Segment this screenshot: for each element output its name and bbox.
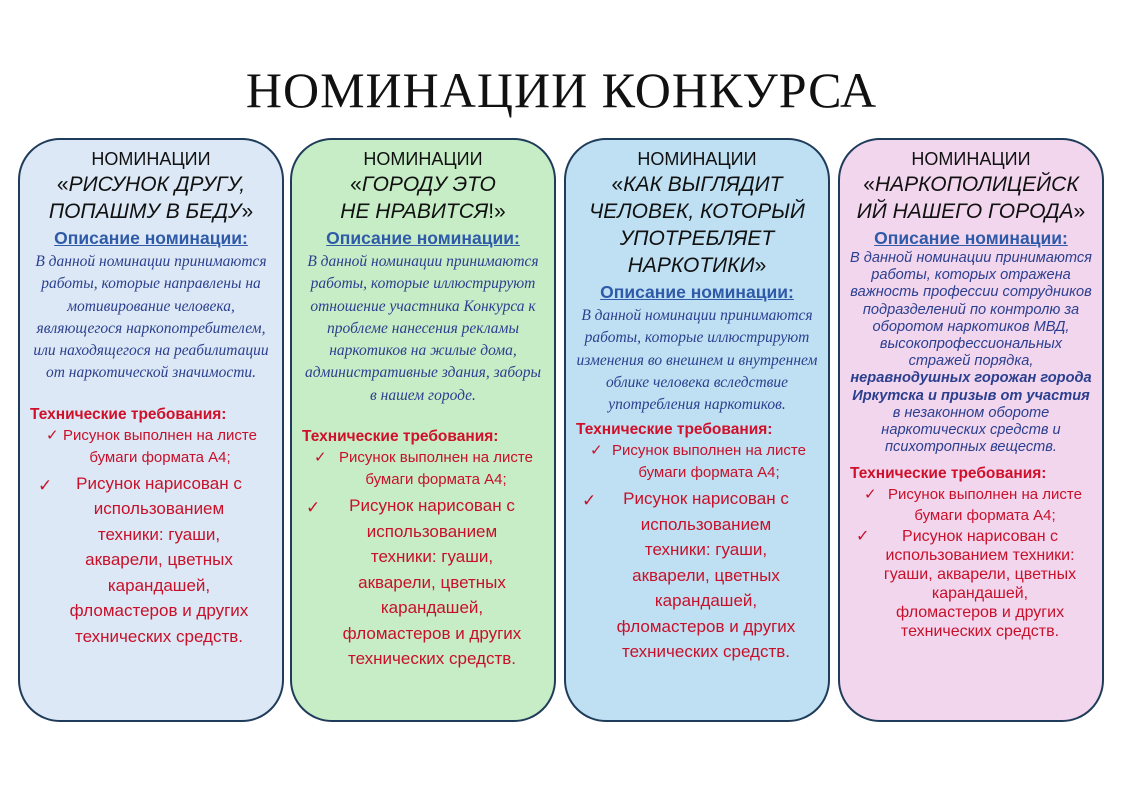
nomination-header: НОМИНАЦИИ [911, 149, 1031, 169]
checkmark-icon: ✓ [582, 491, 597, 511]
description-heading: Описание номинации: [54, 228, 248, 248]
description-text: В данной номинации принимаются работы, которые направлены на мотивирование человека, являющегося наркопотребителем, или находящегося на реабилитации от наркотической значимости. [33, 253, 269, 382]
nomination-card-2 [290, 138, 556, 722]
requirement-2-text: Рисунок нарисован с использованием техники: гуаши, акварели, цветных карандашей, фломастеров и других технических средств. [342, 496, 522, 669]
quote-open: « [350, 173, 362, 196]
checkmark-icon: ✓ [46, 426, 59, 444]
checkmark-icon: ✓ [314, 449, 327, 467]
quote-close: !» [488, 200, 506, 223]
requirement-1 [20, 425, 282, 469]
nomination-card-3 [564, 138, 830, 722]
requirement-2 [292, 493, 554, 672]
checkmark-icon: ✓ [590, 442, 603, 460]
requirement-1 [292, 447, 554, 491]
checkmark-icon: ✓ [856, 528, 870, 546]
nomination-header: НОМИНАЦИИ [91, 149, 211, 169]
tech-requirements-heading: Технические требования: [576, 421, 773, 439]
requirement-2 [20, 471, 282, 650]
nomination-header: НОМИНАЦИИ [363, 149, 483, 169]
description-part-1: В данной номинации принимаются работы, которых отражена важность профессии сотрудников подразделений по контролю за оборотом наркотиков МВД, высокопрофессиональных стражей порядка, [850, 250, 1092, 370]
description-heading: Описание номинации: [600, 282, 794, 302]
quote-open: « [863, 173, 875, 196]
requirement-1-text: Рисунок выполнен на листе бумаги формата А4; [339, 449, 533, 489]
quote-open: « [56, 173, 69, 196]
description-heading: Описание номинации: [326, 228, 520, 248]
description-text: В данной номинации принимаются работы, которые иллюстрируют отношение участника Конкурса к проблеме нанесения рекламы наркотиков на жилые дома, административные здания, заборы в нашем городе. [304, 253, 542, 404]
description-text: В данной номинации принимаются работы, которые иллюстрируют изменения во внешнем и внутреннем облике человека вследствие употребления наркотиков. [576, 307, 818, 414]
requirement-1-text: Рисунок выполнен на листе бумаги формата А4; [888, 486, 1082, 525]
nomination-name [572, 171, 822, 279]
requirement-2 [566, 486, 828, 665]
description-bold: неравнодушных горожан города Иркутска и призыв от участия [850, 370, 1092, 404]
tech-requirements-heading: Технические требования: [30, 405, 227, 423]
nomination-title: ГОРОДУ ЭТО НЕ НРАВИТСЯ [340, 173, 496, 223]
nomination-title: РИСУНОК ДРУГУ, ПОПАШМУ В БЕДУ [48, 173, 246, 223]
quote-open: « [611, 173, 624, 196]
nomination-header: НОМИНАЦИИ [637, 149, 757, 169]
requirement-2-text: Рисунок нарисован с использованием техники: гуаши, акварели, цветных карандашей, фломастеров и других технических средств. [69, 473, 249, 646]
requirement-1 [566, 440, 828, 484]
page-title: НОМИНАЦИИ КОНКУРСА [245, 62, 878, 118]
quote-close: » [1073, 200, 1086, 223]
checkmark-icon: ✓ [38, 475, 53, 495]
description-heading: Описание номинации: [874, 228, 1068, 248]
nomination-name [846, 171, 1096, 225]
nomination-name [26, 171, 276, 225]
requirement-2 [840, 527, 1102, 641]
nomination-title: КАК ВЫГЛЯДИТ ЧЕЛОВЕК, КОТОРЫЙ УПОТРЕБЛЯЕТ НАРКОТИКИ [589, 173, 805, 277]
tech-requirements-heading: Технические требования: [850, 465, 1047, 483]
nomination-card-1 [18, 138, 284, 722]
quote-close: » [754, 254, 767, 277]
quote-close: » [241, 200, 254, 223]
description-text [848, 250, 1094, 456]
tech-requirements-heading: Технические требования: [302, 428, 499, 446]
description-part-2: в незаконном обороте наркотических средств и психотропных веществ. [881, 404, 1061, 456]
nomination-name [298, 171, 548, 225]
requirement-1-text: Рисунок выполнен на листе бумаги формата А4; [63, 426, 257, 466]
requirement-2-text: Рисунок нарисован с использованием техники: гуаши, акварели, цветных карандашей, фломастеров и других технических средств. [616, 489, 796, 662]
checkmark-icon: ✓ [864, 486, 877, 504]
checkmark-icon: ✓ [306, 498, 321, 518]
nomination-title: НАРКОПОЛИЦЕЙСК ИЙ НАШЕГО ГОРОДА [856, 173, 1079, 223]
requirement-1 [840, 484, 1102, 526]
requirement-1-text: Рисунок выполнен на листе бумаги формата А4; [612, 442, 806, 482]
requirement-2-text: Рисунок нарисован с использованием техники: гуаши, акварели, цветных карандашей, фломастеров и других технических средств. [883, 528, 1077, 641]
nomination-card-4 [838, 138, 1104, 722]
